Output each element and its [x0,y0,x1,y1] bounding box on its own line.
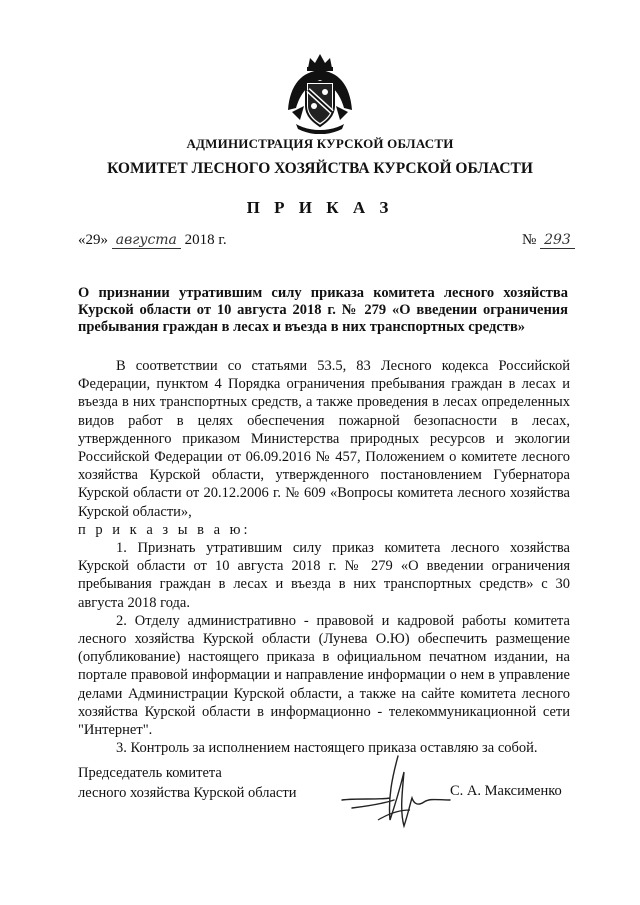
order-number-handwritten: 293 [540,232,575,249]
coat-of-arms-icon [280,50,360,134]
order-day: «29» [78,232,112,248]
signatory-position [78,763,296,803]
handwritten-signature [338,748,453,843]
order-item-3: 3. Контроль за исполнением настоящего приказа оставляю за собой. [116,740,538,757]
order-item-2: 2. Отделу административно - правовой и кадровой работы комитета лесного хозяйства Курской области (Лунева О.Ю) обеспечить размещение (опубликование) настоящего приказа в официальном печатном издании, на портале правовой информации и направление информации о нем в управление делами Администрации Курской области, а также на сайте комитета лесного хозяйства Курской области в информационно - телекоммуникационной сети "Интернет". [78,612,570,739]
signatory-name: С. А. Максименко [450,783,562,799]
order-number-prefix: № [522,232,541,248]
order-date [78,232,227,249]
committee-name: КОМИТЕТ ЛЕСНОГО ХОЗЯЙСТВА КУРСКОЙ ОБЛАСТИ [107,160,533,177]
administration-name: АДМИНИСТРАЦИЯ КУРСКОЙ ОБЛАСТИ [186,136,454,151]
order-item-1: 1. Признать утратившим силу приказ комитета лесного хозяйства Курской области от 10 августа 2018 г. № 279 «О введении ограничения пребывания граждан в лесах и въезда в них транспортных средств» с 30 августа 2018 года. [78,540,570,611]
signatory-position-line-2: лесного хозяйства Курской области [78,785,297,801]
prikazyvayu-line: п р и к а з ы в а ю: [78,521,251,538]
order-number [522,232,575,249]
signatory-position-line-1: Председатель комитета [78,765,222,781]
order-month-handwritten: августа [112,232,181,249]
preamble-paragraph: В соответствии со статьями 53.5, 83 Лесного кодекса Российской Федерации, пунктом 4 Порядка ограничения пребывания граждан в лесах и въезда в них транспортных средств, а также проведения в лесах определенных видов работ в целях обеспечения пожарной безопасности в лесах, утвержденного приказом Министерства природных ресурсов и экологии Российской Федерации от 06.09.2016 № 457, Положением о комитете лесного хозяйства Курской области, утвержденного постановлением Губернатора Курской области от 20.12.2006 г. № 609 «Вопросы комитета лесного хозяйства Курской области», [78,358,570,520]
order-subject: О признании утратившим силу приказа комитета лесного хозяйства Курской области от 10 августа 2018 г. № 279 «О введении ограничения пребывания граждан в лесах и въезда в них транспортных средств» [78,285,568,335]
order-body [78,357,570,757]
order-year: 2018 г. [184,232,227,248]
document-type-title: П Р И К А З [246,198,394,217]
